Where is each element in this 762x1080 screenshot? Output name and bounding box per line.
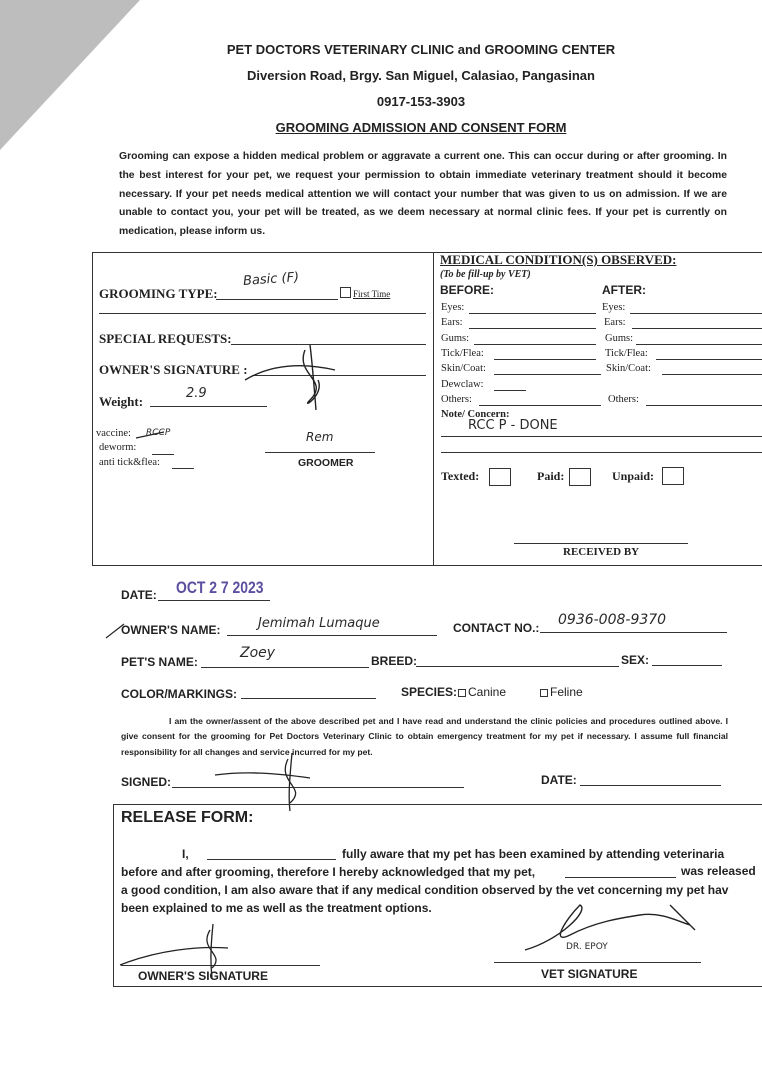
release-box-left — [113, 804, 114, 987]
date-stamp: OCT 2 7 2023 — [176, 578, 264, 597]
release-vet-sig-line[interactable] — [494, 962, 701, 963]
vaccine-value: RCCP — [146, 428, 171, 438]
unpaid-checkbox[interactable] — [662, 467, 684, 485]
anti-tick-label: anti tick&flea: — [99, 457, 160, 468]
texted-checkbox[interactable] — [489, 468, 511, 486]
before-tick-flea-line[interactable] — [494, 359, 596, 360]
sex-line[interactable] — [652, 665, 722, 666]
first-time-label: First Time — [353, 289, 391, 299]
contact-line[interactable] — [540, 632, 727, 633]
species-label: SPECIES: — [401, 685, 458, 699]
breed-line[interactable] — [416, 666, 619, 667]
date2-line[interactable] — [580, 785, 721, 786]
before-skin-coat: Skin/Coat: — [441, 363, 486, 374]
species-canine-option[interactable] — [458, 685, 506, 699]
after-others: Others: — [608, 394, 639, 405]
feline-checkbox[interactable] — [540, 689, 548, 697]
after-eyes: Eyes: — [602, 302, 626, 313]
release-line3: a good condition, I am also aware that if any medical condition observed by the vet concerning my pet hav — [121, 883, 729, 897]
release-name-line[interactable] — [207, 859, 336, 860]
after-label: AFTER: — [602, 283, 646, 297]
before-ears: Ears: — [441, 317, 463, 328]
texted-label: Texted: — [441, 469, 480, 483]
pet-name-value: Zoey — [240, 645, 276, 661]
before-label: BEFORE: — [440, 283, 494, 297]
after-ears-line[interactable] — [632, 328, 762, 329]
vet-signature-scribble — [520, 900, 710, 960]
note-line-2[interactable] — [441, 452, 762, 453]
owner-name-value: Jemimah Lumaque — [258, 616, 380, 631]
release-vet-sig-label: VET SIGNATURE — [541, 967, 638, 981]
unpaid-label: Unpaid: — [612, 469, 655, 483]
after-gums-line[interactable] — [636, 344, 762, 345]
pet-name-line[interactable] — [201, 667, 369, 668]
received-by-line[interactable] — [514, 543, 688, 544]
owner-signature-scribble — [240, 340, 350, 415]
after-ears: Ears: — [604, 317, 626, 328]
received-by-label: RECEIVED BY — [563, 546, 640, 558]
release-line4: been explained to me as well as the treatment options. — [121, 901, 432, 915]
vet-name-handwritten: DR. EPOY — [566, 942, 608, 952]
release-line1-end: fully aware that my pet has been examined by attending veterinaria — [342, 847, 725, 861]
after-eyes-line[interactable] — [630, 313, 762, 314]
color-markings-label: COLOR/MARKINGS: — [121, 687, 237, 701]
before-gums-line[interactable] — [474, 344, 596, 345]
canine-label: Canine — [468, 685, 507, 699]
first-time-option[interactable] — [340, 287, 390, 299]
grooming-type-line-2[interactable] — [99, 313, 426, 314]
before-skin-coat-line[interactable] — [494, 374, 601, 375]
before-tick-flea: Tick/Flea: — [441, 348, 484, 359]
before-eyes-line[interactable] — [469, 313, 596, 314]
after-skin-coat-line[interactable] — [662, 374, 762, 375]
after-gums: Gums: — [605, 333, 634, 344]
owner-signature-label: OWNER'S SIGNATURE : — [99, 362, 248, 377]
release-line2-end: was released — [681, 864, 756, 878]
clinic-phone: 0917-153-3903 — [376, 94, 466, 109]
note-concern-label: Note/ Concern: — [441, 409, 510, 420]
vaccine-check-mark — [134, 430, 174, 442]
vet-fillup-note: (To be fill-up by VET) — [440, 269, 531, 280]
intro-paragraph: Grooming can expose a hidden medical problem or aggravate a current one. This can occur during or after grooming. In the best interest for your pet, we request your permission to obtain immediate veterinary treatment should it become necessary. If your pet needs medical attention we will contact your number that was given to us on admission. If we are unable to contact you, your pet will be treated, as we deem necessary at normal clinic fees. If your pet is currently on medication, please inform us. — [119, 151, 727, 238]
paid-label: Paid: — [537, 469, 565, 483]
medical-condition-title: MEDICAL CONDITION(S) OBSERVED: — [440, 252, 677, 267]
groomer-value: Rem — [306, 430, 334, 444]
special-requests-label: SPECIAL REQUESTS: — [99, 331, 232, 346]
release-line1-start: I, — [182, 847, 189, 861]
date-line[interactable] — [158, 600, 270, 601]
before-ears-line[interactable] — [469, 328, 596, 329]
species-feline-option[interactable] — [540, 685, 583, 699]
vaccine-label: vaccine: — [96, 428, 131, 439]
anti-tick-line[interactable] — [172, 468, 194, 469]
grooming-type-line[interactable] — [216, 299, 338, 300]
weight-value: 2.9 — [186, 386, 207, 401]
contact-value: 0936-008-9370 — [558, 612, 667, 628]
after-tick-flea-line[interactable] — [656, 359, 762, 360]
note-line-1[interactable] — [441, 436, 762, 437]
box-divider — [433, 252, 434, 565]
grooming-type-value: Basic (F) — [242, 270, 300, 289]
breed-label: BREED: — [371, 654, 418, 668]
groomer-line[interactable] — [265, 452, 375, 453]
before-gums: Gums: — [441, 333, 470, 344]
release-pet-line[interactable] — [565, 877, 676, 878]
release-box-top — [113, 804, 762, 805]
paid-checkbox[interactable] — [569, 468, 591, 486]
release-line2-start: before and after grooming, therefore I hereby acknowledged that my pet, — [121, 865, 536, 879]
groomer-label: GROOMER — [298, 457, 354, 469]
owner-name-mark — [104, 620, 128, 642]
grooming-type-label: GROOMING TYPE: — [99, 286, 218, 301]
clinic-name: PET DOCTORS VETERINARY CLINIC and GROOMING CENTER — [226, 42, 616, 57]
before-eyes: Eyes: — [441, 302, 465, 313]
pet-name-label: PET'S NAME: — [121, 655, 198, 669]
deworm-line[interactable] — [152, 454, 174, 455]
color-markings-line[interactable] — [241, 698, 376, 699]
release-form-title: RELEASE FORM: — [121, 809, 254, 826]
after-tick-flea: Tick/Flea: — [605, 348, 648, 359]
release-box-bottom — [113, 986, 762, 987]
owner-name-label: OWNER'S NAME: — [121, 623, 221, 637]
canine-checkbox[interactable] — [458, 689, 466, 697]
weight-label: Weight: — [99, 394, 144, 409]
after-skin-coat: Skin/Coat: — [606, 363, 651, 374]
release-owner-sig-label: OWNER'S SIGNATURE — [138, 969, 268, 983]
consent-paragraph: I am the owner/assent of the above described pet and I have read and understand the clinic policies and procedures outlined above. I give consent for the grooming for Pet Doctors Veterinary Clinic to obtain emergency treatment for my pet if necessary. I assume full financial responsibility for all changes and service incurred for my pet. — [121, 716, 728, 757]
date-label: DATE: — [121, 588, 157, 602]
before-dewclaw-line[interactable] — [494, 390, 526, 391]
date2-label: DATE: — [541, 773, 577, 787]
sex-label: SEX: — [621, 653, 650, 667]
before-others: Others: — [441, 394, 472, 405]
form-title: GROOMING ADMISSION AND CONSENT FORM — [275, 120, 567, 135]
note-concern-value: RCC P - DONE — [468, 418, 558, 433]
clinic-address: Diversion Road, Brgy. San Miguel, Calasiao, Pangasinan — [247, 68, 595, 83]
first-time-checkbox[interactable] — [340, 287, 351, 298]
contact-label: CONTACT NO.: — [453, 621, 540, 635]
after-others-line[interactable] — [646, 405, 762, 406]
feline-label: Feline — [550, 685, 583, 699]
before-others-line[interactable] — [479, 405, 601, 406]
deworm-label: deworm: — [99, 442, 137, 453]
before-dewclaw: Dewclaw: — [441, 379, 484, 390]
owner-name-line[interactable] — [227, 635, 437, 636]
signed-label: SIGNED: — [121, 775, 172, 789]
